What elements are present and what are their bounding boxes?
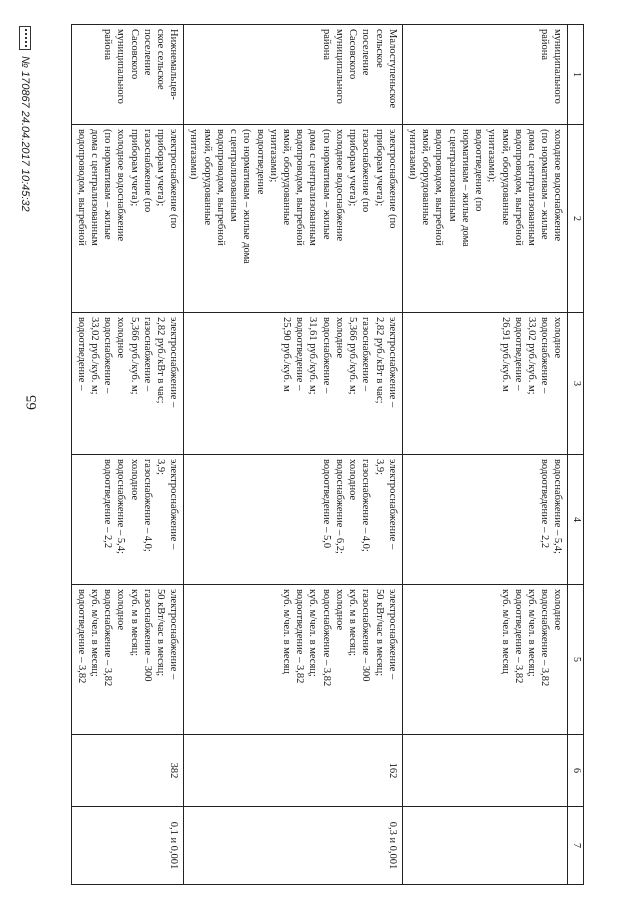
cell-line: 33,02 руб./куб. м;	[525, 317, 537, 395]
cell-line: водопроводом, выгребной	[75, 129, 87, 246]
cell-line: водоотведение –	[512, 317, 524, 391]
page-number: 65	[24, 395, 40, 410]
cell-line: дома с централизованным	[525, 129, 537, 246]
cell-line: района	[539, 29, 551, 61]
cell-col-5	[71, 585, 184, 735]
cell-line: ямой, оборудованные	[281, 129, 293, 226]
cell-line: куб. м/чел. в месяц	[281, 589, 293, 674]
cell-line: холодное водоснабжение	[115, 129, 127, 242]
cell-col-5	[402, 585, 568, 735]
cell-line: Сасовского	[347, 29, 359, 80]
header-col-3: 3	[568, 313, 584, 455]
table-row	[184, 25, 403, 885]
header-col-2: 2	[568, 125, 584, 313]
cell-col-1	[402, 25, 568, 125]
cell-line: муниципального	[115, 29, 127, 104]
cell-line: холодное водоснабжение	[333, 129, 345, 242]
header-col-4: 4	[568, 455, 584, 585]
cell-line: электроснабжение –	[386, 459, 398, 550]
cell-line: приборам учета);	[347, 129, 359, 207]
cell-line: холодное	[128, 459, 140, 501]
cell-line: 26,91 руб./куб. м	[499, 317, 511, 392]
cell-line: 50 кВт/час в месяц;	[373, 589, 385, 677]
cell-line: водопроводом, выгребной	[512, 129, 524, 246]
cell-line: 50 кВт/час в месяц;	[155, 589, 167, 677]
cell-line: с централизованным	[228, 129, 240, 222]
cell-line: (по нормативам – жилые	[102, 129, 114, 240]
cell-col-2	[402, 125, 568, 313]
cell-line: муниципального	[552, 29, 564, 104]
cell-line: водоотведение – 2,2	[102, 459, 114, 549]
cell-col-7: 0,1 и 0,001	[71, 807, 184, 885]
cell-line: холодное водоснабжение	[552, 129, 564, 242]
cell-line: водопроводом, выгребной	[294, 129, 306, 246]
cell-line: дома с централизованным	[307, 129, 319, 246]
header-col-6: 6	[568, 735, 584, 807]
table-header-row	[568, 25, 584, 885]
table-row	[402, 25, 568, 885]
cell-line: водоснабжение –	[320, 317, 332, 394]
barcode-icon	[19, 26, 31, 50]
cell-line: газоснабжение – 300	[360, 589, 372, 682]
cell-line: водоотведение – 3,82	[512, 589, 524, 684]
cell-line: унитазами);	[486, 129, 498, 183]
cell-line: водоснабжение – 3,82	[102, 589, 114, 687]
cell-line: 5,366 руб./куб. м;	[128, 317, 140, 395]
cell-col-2	[71, 125, 184, 313]
cell-col-4	[71, 455, 184, 585]
cell-line: газоснабжение –	[141, 317, 153, 392]
cell-line: куб. м в месяц;	[128, 589, 140, 657]
cell-line: ямой, оборудованные	[420, 129, 432, 226]
cell-line: холодное	[115, 589, 127, 631]
stamp-text: № 170867 24.04.2017 10:45:32	[19, 56, 31, 212]
cell-line: (по нормативам – жилые дома	[241, 129, 253, 264]
cell-line: водоотведение –	[294, 317, 306, 391]
header-col-5: 5	[568, 585, 584, 735]
cell-line: водоснабжение – 5,4;	[115, 459, 127, 554]
cell-line: холодное	[347, 459, 359, 501]
cell-line: 5,366 руб./куб. м;	[347, 317, 359, 395]
cell-line: водоотведение –	[75, 317, 87, 391]
cell-line: водоотведение – 3,82	[75, 589, 87, 684]
cell-line: газоснабжение – 4,0;	[141, 459, 153, 552]
cell-line: водоотведение – 3,82	[294, 589, 306, 684]
cell-line: электроснабжение –	[168, 589, 180, 680]
cell-line: электроснабжение –	[386, 589, 398, 680]
cell-line: 2,82 руб./кВт в час;	[155, 317, 167, 404]
cell-line: ямой, оборудованные	[201, 129, 213, 226]
header-col-1: 1	[568, 25, 584, 125]
cell-line: газоснабжение – 300	[141, 589, 153, 682]
header-col-7: 7	[568, 807, 584, 885]
cell-line: холодное	[333, 589, 345, 631]
cell-line: электроснабжение (по	[386, 129, 398, 229]
cell-line: водопроводом, выгребной	[214, 129, 226, 246]
cell-col-6: 382	[71, 735, 184, 807]
cell-line: поселение	[360, 29, 372, 76]
cell-line: поселение	[141, 29, 153, 76]
cell-line: 2,82 руб./кВт в час;	[373, 317, 385, 404]
cell-line: 31,61 руб./куб. м;	[307, 317, 319, 395]
cell-line: унитазами)	[188, 129, 200, 180]
cell-line: района	[102, 29, 114, 61]
cell-line: холодное	[552, 589, 564, 631]
cell-line: электроснабжение –	[168, 317, 180, 408]
tariff-table	[71, 24, 584, 885]
cell-line: водоснабжение – 3,82	[539, 589, 551, 687]
cell-col-4	[184, 455, 403, 585]
cell-col-6	[402, 735, 568, 807]
cell-line: сельское	[373, 29, 385, 68]
cell-line: водоотведение – 2,2	[539, 459, 551, 549]
cell-col-3	[402, 313, 568, 455]
cell-line: приборам учета);	[373, 129, 385, 207]
cell-line: водоотведение (по	[473, 129, 485, 212]
cell-col-6: 162	[184, 735, 403, 807]
cell-line: района	[320, 29, 332, 61]
cell-col-7: 0,3 и 0,001	[184, 807, 403, 885]
cell-col-2	[184, 125, 403, 313]
cell-line: 25,90 руб./куб. м	[281, 317, 293, 392]
cell-line: ское сельское	[155, 29, 167, 90]
cell-line: куб. м/чел. в месяц;	[525, 589, 537, 677]
cell-col-1	[184, 25, 403, 125]
cell-line: водоснабжение –	[539, 317, 551, 394]
cell-line: газоснабжение (по	[141, 129, 153, 213]
cell-line: электроснабжение –	[386, 317, 398, 408]
cell-line: куб. м/чел. в месяц;	[307, 589, 319, 677]
registration-stamp	[19, 26, 31, 212]
cell-line: газоснабжение –	[360, 317, 372, 392]
cell-line: приборам учета);	[155, 129, 167, 207]
cell-line: водоснабжение – 5,4;	[552, 459, 564, 554]
cell-line: водоотведение	[254, 129, 266, 195]
cell-col-5	[184, 585, 403, 735]
cell-line: куб. м/чел. в месяц	[499, 589, 511, 674]
cell-line: водоотведение – 5,0	[320, 459, 332, 549]
cell-line: дома с централизованным	[88, 129, 100, 246]
cell-col-7	[402, 807, 568, 885]
cell-col-1	[71, 25, 184, 125]
cell-line: водоснабжение – 3,82	[320, 589, 332, 687]
cell-line: с централизованным	[446, 129, 458, 222]
cell-line: (по нормативам – жилые	[320, 129, 332, 240]
cell-col-3	[71, 313, 184, 455]
cell-line: куб. м/чел. в месяц;	[88, 589, 100, 677]
cell-line: 3,9;	[373, 459, 385, 476]
cell-line: водопроводом, выгребной	[433, 129, 445, 246]
cell-line: электроснабжение (по	[168, 129, 180, 229]
cell-line: 33,02 руб./куб. м;	[88, 317, 100, 395]
cell-line: газоснабжение – 4,0;	[360, 459, 372, 552]
cell-line: газоснабжение (по	[360, 129, 372, 213]
table-row	[71, 25, 184, 885]
cell-col-3	[184, 313, 403, 455]
cell-line: Малоступеньское	[386, 29, 398, 109]
cell-line: холодное	[552, 317, 564, 359]
cell-line: Нижнемальцев-	[168, 29, 180, 100]
cell-line: муниципального	[333, 29, 345, 104]
cell-line: ямой, оборудованные	[499, 129, 511, 226]
cell-line: холодное	[115, 317, 127, 359]
cell-line: водоснабжение –	[102, 317, 114, 394]
cell-line: унитазами);	[267, 129, 279, 183]
cell-line: холодное	[333, 317, 345, 359]
cell-line: унитазами)	[407, 129, 418, 180]
cell-col-4	[402, 455, 568, 585]
cell-line: (по нормативам – жилые	[539, 129, 551, 240]
cell-line: электроснабжение –	[168, 459, 180, 550]
cell-line: 3,9;	[155, 459, 167, 476]
cell-line: приборам учета);	[128, 129, 140, 207]
cell-line: куб. м в месяц;	[347, 589, 359, 657]
cell-line: нормативам – жилые дома	[459, 129, 471, 247]
cell-line: водоснабжение – 6,2;	[333, 459, 345, 554]
cell-line: Сасовского	[128, 29, 140, 80]
